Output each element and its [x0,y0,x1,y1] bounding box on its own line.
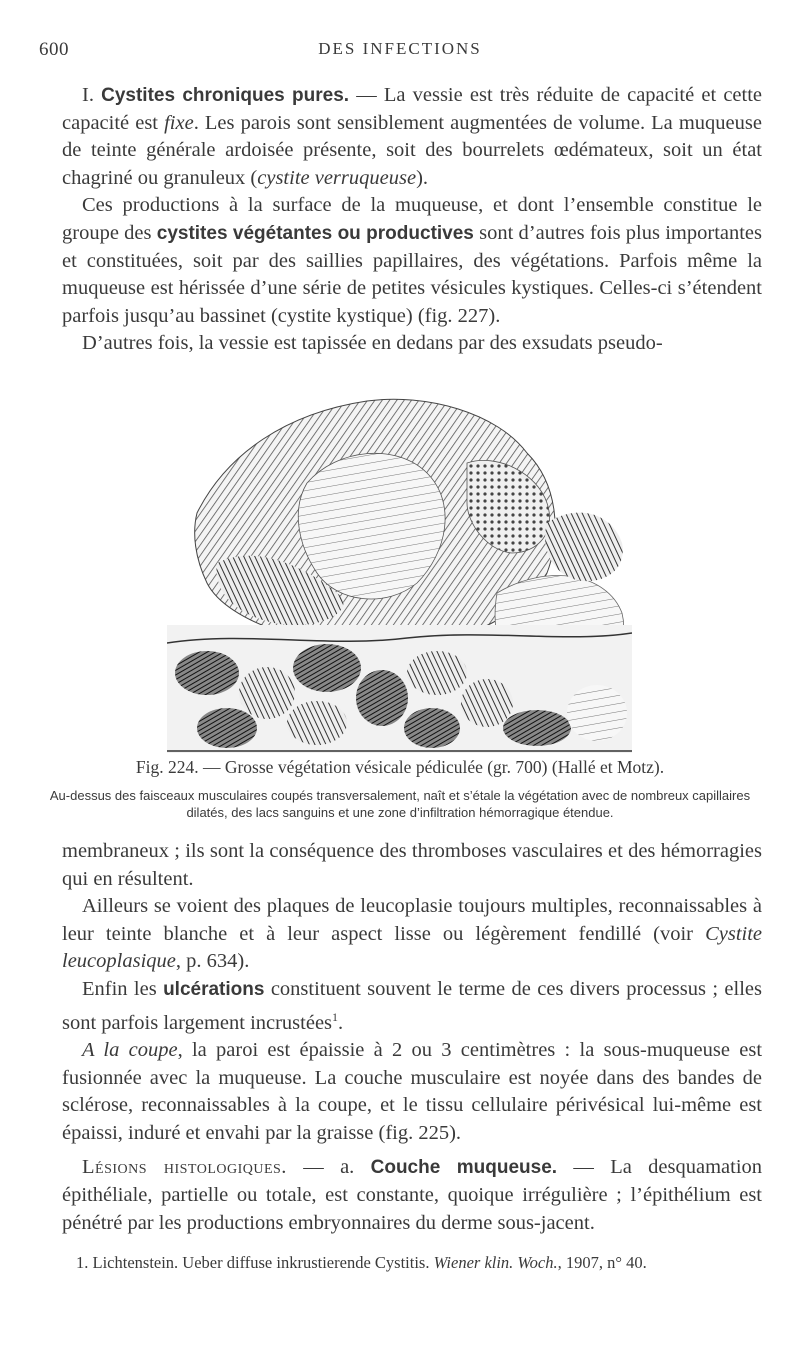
paragraph-text: membraneux ; ils sont la conséquence des thromboses vasculaires et des hémorragies qui en résultent. [62,840,762,890]
paragraph-pseudo [62,330,762,358]
paragraph-coupe [62,1037,762,1147]
footnote-reference[interactable]: 1 [332,1009,339,1024]
figure-caption-title: Fig. 224. — Grosse végétation vésicale pédiculée (gr. 700) (Hallé et Motz). [135,757,665,777]
paragraph-membraneux [62,838,762,893]
paragraph-vegetantes [62,192,762,330]
bold-term: cystites végétantes ou productives [156,222,474,244]
paragraph-leucoplasie [62,893,762,976]
paragraph-text: — La desquamation épithéliale, partielle ou totale, est constante, quoique irrégulière ; l’épithélium est pénétré par les productions embryonnaires du derme sous-jacent. [62,1156,763,1234]
paragraph-text: constituent souvent le terme de ces divers processus ; elles sont parfois largement incrustées [62,977,762,1034]
footnote-text: , 1907, n° 40. [557,1253,647,1272]
italic-term: cystite verruqueuse [257,166,417,189]
paragraph-ulcerations [62,976,762,1037]
paragraph-lesions [62,1154,762,1237]
footnote [62,1253,767,1273]
paragraph-text: . Les parois sont sensiblement augmentées de volume. La muqueuse de teinte générale ardoisée présente, soit des bourrelets œdémateux, soit un état chagriné ou granuleux ( [62,111,762,189]
footnote-number: 1. [76,1253,89,1272]
paragraph-text: sont d’autres fois plus importantes et constituées, soit par des saillies papillaires, des végétations. Parfois même la muqueuse est hérissée d’une série de petites vésicules kystiques. Celles-ci s’étendent parfois jusqu’au bassinet (cystite kystique) (fig. 227). [62,221,763,327]
page-number: 600 [39,39,69,60]
section-marker: I. [82,84,94,106]
paragraph-text: , p. 634). [175,950,250,973]
bold-term: ulcérations [163,978,265,1000]
histology-engraving [167,393,632,753]
section-heading: Cystites chroniques pures. [101,85,350,106]
paragraph-text: ). [416,166,429,189]
bold-term: Couche muqueuse. [370,1157,558,1179]
footnote-journal: Wiener klin. Woch. [433,1253,558,1272]
paragraph-text: — La vessie est très réduite de capacité et cette capacité est [62,84,763,134]
figure-caption-description: Au-dessus des faisceaux musculaires coupés transversalement, naît et s’étale la végétation avec de nombreux capillaires dilatés, des lacs sanguins et une zone d’infiltration hémorragique étendue. [49,788,751,820]
smallcaps-heading: Lésions histologiques. [82,1156,287,1179]
paragraph-text: Ailleurs se voient des plaques de leucoplasie toujours multiples, reconnaissables à leur teinte blanche et à leur aspect lisse ou légèrement fendillé (voir [62,895,762,945]
italic-term: A la coupe [82,1038,178,1061]
paragraph-text: — a. [286,1156,371,1179]
paragraph-text: . [338,1011,344,1034]
text-block-bottom [62,838,762,1237]
paragraph-cystites-chroniques [62,82,762,192]
italic-term: Cystite leucoplasique [62,922,762,973]
paragraph-text: D’autres fois, la vessie est tapissée en dedans par des exsudats pseudo- [82,332,663,355]
paragraph-text: Enfin les [82,977,164,1000]
running-head: DES INFECTIONS [318,39,482,58]
paragraph-text: , la paroi est épaissie à 2 ou 3 centimètres : la sous-muqueuse est fusionnée avec la muqueuse. La couche musculaire est noyée dans des bandes de sclérose, reconnaissables à la coupe, et le tissu cellulaire périvésical lui-même est épaissi, induré et envahi par la graisse (fig. 225). [62,1038,763,1144]
figure-illustration [167,393,632,753]
text-block-top [62,82,762,358]
italic-term: fixe [164,111,194,134]
paragraph-text: Ces productions à la surface de la muqueuse, et dont l’ensemble constitue le groupe des [62,194,762,244]
footnote-text: Lichtenstein. Ueber diffuse inkrustierende Cystitis. [88,1253,434,1272]
